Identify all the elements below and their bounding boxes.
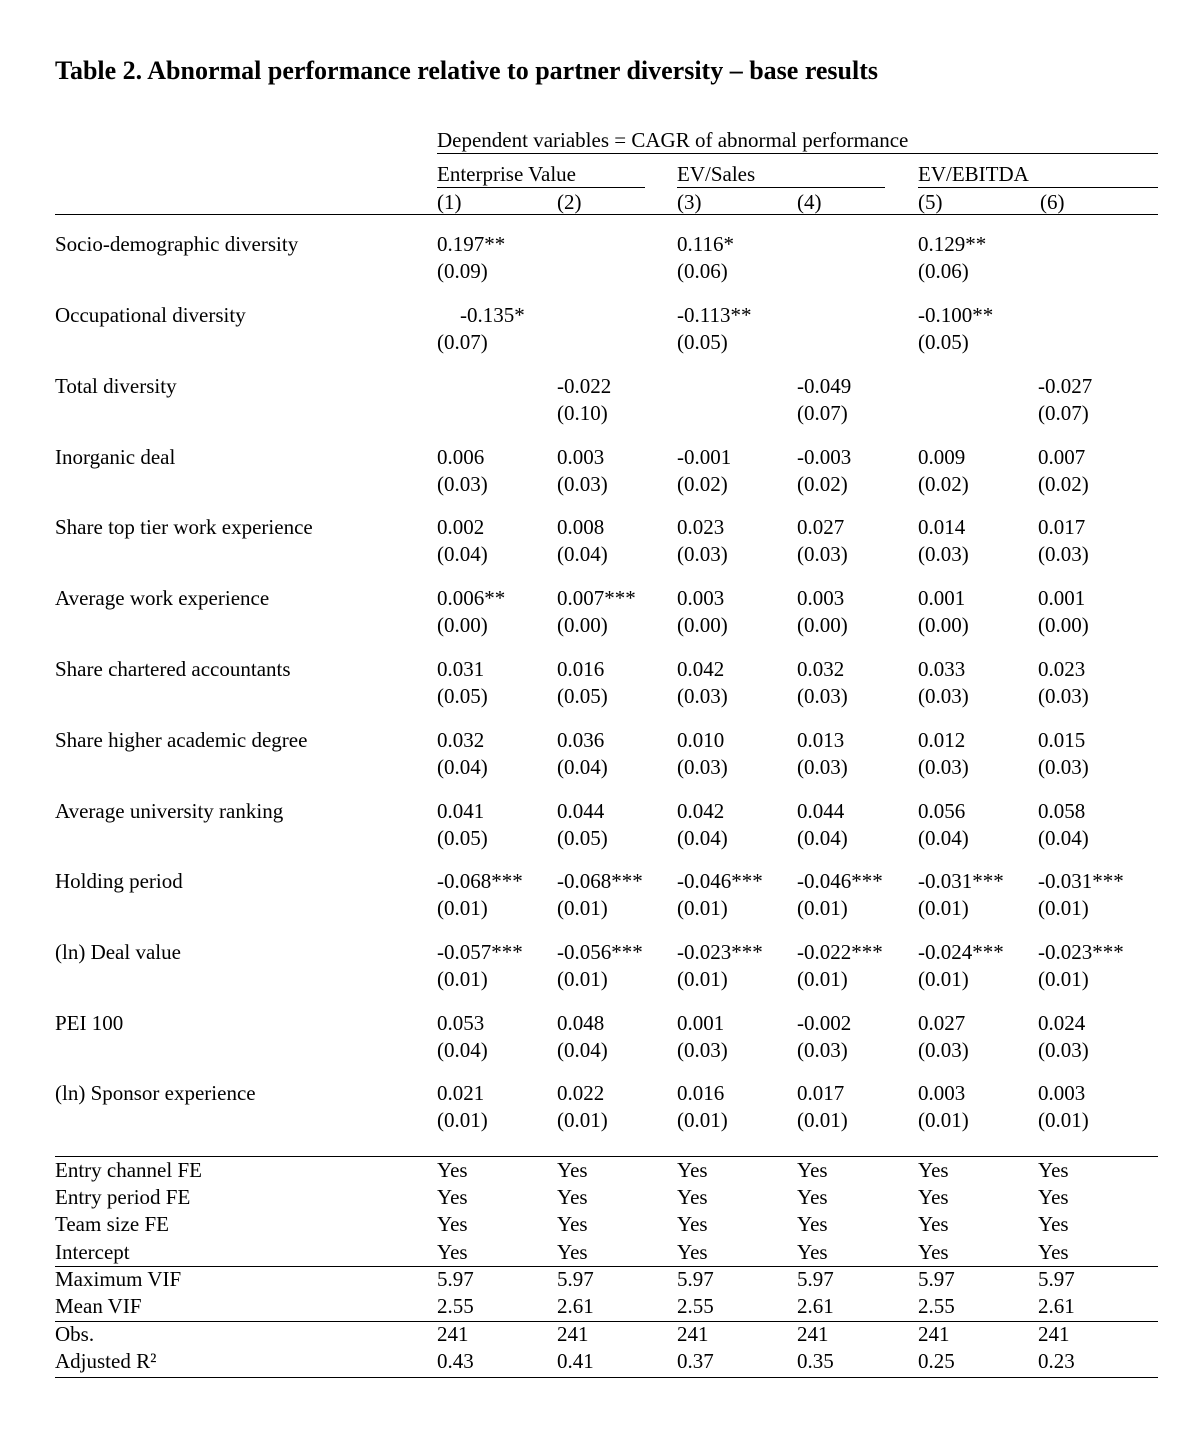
coefficient-cell: 0.042 xyxy=(677,799,725,823)
standard-error-cell: (0.03) xyxy=(797,684,848,708)
standard-error-cell: (0.03) xyxy=(1038,1038,1089,1062)
row-label: Share top tier work experience xyxy=(55,515,313,539)
footer-cell: Yes xyxy=(918,1158,949,1182)
coefficient-cell: -0.046*** xyxy=(797,869,883,893)
footer-cell: 2.55 xyxy=(918,1294,955,1318)
group-header: EV/EBITDA xyxy=(918,162,1029,186)
footer-cell: 0.37 xyxy=(677,1349,714,1373)
coefficient-cell: 0.002 xyxy=(437,515,485,539)
footer-cell: 0.23 xyxy=(1038,1349,1075,1373)
footer-cell: Yes xyxy=(557,1212,588,1236)
coefficient-cell: 0.010 xyxy=(677,728,725,752)
coefficient-cell: -0.135* xyxy=(460,303,525,327)
coefficient-cell: 0.042 xyxy=(677,657,725,681)
standard-error-cell: (0.01) xyxy=(437,896,488,920)
footer-cell: Yes xyxy=(797,1158,828,1182)
footer-row-label: Entry channel FE xyxy=(55,1158,202,1182)
row-label: Inorganic deal xyxy=(55,445,176,469)
standard-error-cell: (0.03) xyxy=(1038,755,1089,779)
coefficient-cell: 0.022 xyxy=(557,1081,605,1105)
coefficient-cell: 0.006 xyxy=(437,445,485,469)
coefficient-cell: -0.002 xyxy=(797,1011,852,1035)
footer-cell: Yes xyxy=(1038,1212,1069,1236)
footer-cell: 241 xyxy=(677,1322,709,1346)
coefficient-cell: 0.014 xyxy=(918,515,966,539)
standard-error-cell: (0.02) xyxy=(797,472,848,496)
footer-cell: 2.61 xyxy=(1038,1294,1075,1318)
standard-error-cell: (0.07) xyxy=(437,330,488,354)
row-label: Holding period xyxy=(55,869,183,893)
standard-error-cell: (0.01) xyxy=(557,967,608,991)
coefficient-cell: 0.036 xyxy=(557,728,605,752)
standard-error-cell: (0.04) xyxy=(437,542,488,566)
standard-error-cell: (0.04) xyxy=(557,1038,608,1062)
standard-error-cell: (0.03) xyxy=(1038,542,1089,566)
footer-cell: Yes xyxy=(797,1185,828,1209)
footer-row-label: Team size FE xyxy=(55,1212,169,1236)
standard-error-cell: (0.04) xyxy=(437,755,488,779)
coefficient-cell: 0.012 xyxy=(918,728,966,752)
footer-cell: 2.55 xyxy=(437,1294,474,1318)
coefficient-cell: 0.023 xyxy=(677,515,725,539)
standard-error-cell: (0.04) xyxy=(437,1038,488,1062)
coefficient-cell: 0.007*** xyxy=(557,586,636,610)
coefficient-cell: 0.016 xyxy=(677,1081,725,1105)
coefficient-cell: 0.053 xyxy=(437,1011,485,1035)
standard-error-cell: (0.07) xyxy=(797,401,848,425)
standard-error-cell: (0.03) xyxy=(918,1038,969,1062)
footer-cell: 241 xyxy=(557,1322,589,1346)
coefficient-cell: 0.017 xyxy=(797,1081,845,1105)
obs-rule xyxy=(55,1321,1158,1322)
standard-error-cell: (0.05) xyxy=(437,684,488,708)
coefficient-cell: -0.046*** xyxy=(677,869,763,893)
coefficient-cell: 0.197** xyxy=(437,232,506,256)
standard-error-cell: (0.01) xyxy=(437,967,488,991)
standard-error-cell: (0.03) xyxy=(918,755,969,779)
standard-error-cell: (0.01) xyxy=(797,1108,848,1132)
header-bottom-rule xyxy=(55,214,1158,215)
coefficient-cell: 0.013 xyxy=(797,728,845,752)
standard-error-cell: (0.05) xyxy=(557,684,608,708)
standard-error-cell: (0.03) xyxy=(797,542,848,566)
standard-error-cell: (0.03) xyxy=(677,542,728,566)
coefficient-cell: -0.022*** xyxy=(797,940,883,964)
standard-error-cell: (0.03) xyxy=(797,755,848,779)
standard-error-cell: (0.01) xyxy=(1038,967,1089,991)
group-rule xyxy=(677,187,885,188)
standard-error-cell: (0.01) xyxy=(437,1108,488,1132)
standard-error-cell: (0.04) xyxy=(677,826,728,850)
standard-error-cell: (0.05) xyxy=(557,826,608,850)
standard-error-cell: (0.04) xyxy=(918,826,969,850)
standard-error-cell: (0.03) xyxy=(677,1038,728,1062)
group-header: EV/Sales xyxy=(677,162,756,186)
standard-error-cell: (0.00) xyxy=(557,613,608,637)
standard-error-cell: (0.04) xyxy=(1038,826,1089,850)
footer-cell: 5.97 xyxy=(918,1267,955,1291)
row-label: Socio-demographic diversity xyxy=(55,232,299,256)
standard-error-cell: (0.02) xyxy=(918,472,969,496)
coefficient-cell: -0.068*** xyxy=(437,869,523,893)
coefficient-cell: 0.048 xyxy=(557,1011,605,1035)
footer-cell: Yes xyxy=(677,1240,708,1264)
row-label: (ln) Sponsor experience xyxy=(55,1081,256,1105)
coefficient-cell: -0.100** xyxy=(918,303,994,327)
standard-error-cell: (0.01) xyxy=(1038,1108,1089,1132)
standard-error-cell: (0.06) xyxy=(918,259,969,283)
row-label: PEI 100 xyxy=(55,1011,124,1035)
footer-cell: Yes xyxy=(557,1158,588,1182)
coefficient-cell: 0.003 xyxy=(918,1081,966,1105)
standard-error-cell: (0.07) xyxy=(1038,401,1089,425)
standard-error-cell: (0.00) xyxy=(677,613,728,637)
footer-cell: Yes xyxy=(918,1212,949,1236)
coefficient-cell: 0.027 xyxy=(797,515,845,539)
coefficient-cell: -0.068*** xyxy=(557,869,643,893)
footer-cell: 241 xyxy=(797,1322,829,1346)
coefficient-cell: -0.024*** xyxy=(918,940,1004,964)
footer-cell: 5.97 xyxy=(1038,1267,1075,1291)
footer-cell: Yes xyxy=(437,1212,468,1236)
footer-cell: 241 xyxy=(437,1322,469,1346)
standard-error-cell: (0.04) xyxy=(557,542,608,566)
coefficient-cell: -0.001 xyxy=(677,445,732,469)
coefficient-cell: 0.001 xyxy=(677,1011,725,1035)
coefficient-cell: 0.044 xyxy=(797,799,845,823)
coefficient-cell: -0.023*** xyxy=(1038,940,1124,964)
row-label: Occupational diversity xyxy=(55,303,246,327)
coefficient-cell: 0.001 xyxy=(918,586,966,610)
footer-cell: Yes xyxy=(437,1240,468,1264)
coefficient-cell: 0.027 xyxy=(918,1011,966,1035)
standard-error-cell: (0.03) xyxy=(557,472,608,496)
standard-error-cell: (0.01) xyxy=(677,967,728,991)
coefficient-cell: -0.113** xyxy=(677,303,752,327)
coefficient-cell: 0.016 xyxy=(557,657,605,681)
footer-cell: Yes xyxy=(918,1240,949,1264)
footer-cell: Yes xyxy=(797,1212,828,1236)
column-number: (2) xyxy=(557,190,582,214)
row-label: Total diversity xyxy=(55,374,177,398)
coefficient-cell: 0.044 xyxy=(557,799,605,823)
footer-row-label: Entry period FE xyxy=(55,1185,191,1209)
standard-error-cell: (0.03) xyxy=(437,472,488,496)
standard-error-cell: (0.04) xyxy=(797,826,848,850)
standard-error-cell: (0.01) xyxy=(677,896,728,920)
coefficient-cell: 0.056 xyxy=(918,799,966,823)
coefficient-cell: -0.056*** xyxy=(557,940,643,964)
footer-cell: Yes xyxy=(1038,1185,1069,1209)
coefficient-cell: 0.008 xyxy=(557,515,605,539)
standard-error-cell: (0.05) xyxy=(918,330,969,354)
row-label: Average work experience xyxy=(55,586,270,610)
column-number: (6) xyxy=(1040,190,1065,214)
coefficient-cell: 0.001 xyxy=(1038,586,1086,610)
standard-error-cell: (0.02) xyxy=(1038,472,1089,496)
coefficient-cell: 0.023 xyxy=(1038,657,1086,681)
footer-cell: Yes xyxy=(677,1212,708,1236)
footer-cell: Yes xyxy=(1038,1240,1069,1264)
standard-error-cell: (0.01) xyxy=(1038,896,1089,920)
footer-cell: Yes xyxy=(1038,1158,1069,1182)
table-bottom-rule xyxy=(55,1377,1158,1378)
coefficient-cell: 0.031 xyxy=(437,657,485,681)
column-number: (5) xyxy=(918,190,943,214)
footer-cell: 5.97 xyxy=(437,1267,474,1291)
coefficient-cell: -0.057*** xyxy=(437,940,523,964)
standard-error-cell: (0.10) xyxy=(557,401,608,425)
standard-error-cell: (0.01) xyxy=(918,896,969,920)
standard-error-cell: (0.03) xyxy=(918,542,969,566)
column-number: (4) xyxy=(797,190,822,214)
row-label: Share higher academic degree xyxy=(55,728,308,752)
standard-error-cell: (0.03) xyxy=(1038,684,1089,708)
footer-cell: 241 xyxy=(1038,1322,1070,1346)
standard-error-cell: (0.01) xyxy=(797,967,848,991)
row-label: (ln) Deal value xyxy=(55,940,181,964)
coefficient-cell: 0.015 xyxy=(1038,728,1086,752)
footer-cell: 2.55 xyxy=(677,1294,714,1318)
coefficient-cell: -0.027 xyxy=(1038,374,1093,398)
coefficient-cell: -0.031*** xyxy=(918,869,1004,893)
coefficient-cell: 0.041 xyxy=(437,799,485,823)
coefficient-cell: 0.006** xyxy=(437,586,506,610)
standard-error-cell: (0.01) xyxy=(918,967,969,991)
footer-cell: Yes xyxy=(437,1158,468,1182)
standard-error-cell: (0.01) xyxy=(918,1108,969,1132)
footer-cell: 5.97 xyxy=(797,1267,834,1291)
footer-row-label: Maximum VIF xyxy=(55,1267,182,1291)
footer-row-label: Obs. xyxy=(55,1322,95,1346)
coefficient-cell: 0.017 xyxy=(1038,515,1086,539)
coefficient-cell: 0.007 xyxy=(1038,445,1086,469)
standard-error-cell: (0.01) xyxy=(557,1108,608,1132)
standard-error-cell: (0.00) xyxy=(437,613,488,637)
standard-error-cell: (0.03) xyxy=(797,1038,848,1062)
vif-rule xyxy=(55,1266,1158,1267)
group-header: Enterprise Value xyxy=(437,162,576,186)
coefficient-cell: 0.009 xyxy=(918,445,966,469)
standard-error-cell: (0.04) xyxy=(557,755,608,779)
coefficient-cell: 0.033 xyxy=(918,657,966,681)
footer-cell: 2.61 xyxy=(557,1294,594,1318)
footer-top-rule xyxy=(55,1156,1158,1157)
standard-error-cell: (0.03) xyxy=(677,755,728,779)
coefficient-cell: -0.049 xyxy=(797,374,852,398)
footer-row-label: Adjusted R² xyxy=(55,1349,157,1373)
coefficient-cell: 0.003 xyxy=(557,445,605,469)
footer-cell: Yes xyxy=(677,1185,708,1209)
footer-cell: Yes xyxy=(677,1158,708,1182)
standard-error-cell: (0.05) xyxy=(677,330,728,354)
standard-error-cell: (0.01) xyxy=(677,1108,728,1132)
footer-cell: Yes xyxy=(557,1185,588,1209)
coefficient-cell: 0.021 xyxy=(437,1081,485,1105)
footer-cell: 5.97 xyxy=(557,1267,594,1291)
header-rule xyxy=(437,153,1158,154)
footer-cell: 0.25 xyxy=(918,1349,955,1373)
coefficient-cell: 0.003 xyxy=(1038,1081,1086,1105)
column-number: (3) xyxy=(677,190,702,214)
footer-row-label: Intercept xyxy=(55,1240,130,1264)
footer-cell: Yes xyxy=(437,1185,468,1209)
standard-error-cell: (0.09) xyxy=(437,259,488,283)
coefficient-cell: 0.003 xyxy=(677,586,725,610)
footer-cell: 5.97 xyxy=(677,1267,714,1291)
standard-error-cell: (0.05) xyxy=(437,826,488,850)
standard-error-cell: (0.02) xyxy=(677,472,728,496)
coefficient-cell: 0.116* xyxy=(677,232,734,256)
footer-row-label: Mean VIF xyxy=(55,1294,142,1318)
standard-error-cell: (0.03) xyxy=(918,684,969,708)
coefficient-cell: 0.032 xyxy=(437,728,485,752)
footer-cell: 0.41 xyxy=(557,1349,594,1373)
coefficient-cell: 0.003 xyxy=(797,586,845,610)
coefficient-cell: -0.003 xyxy=(797,445,852,469)
dependent-variable-header: Dependent variables = CAGR of abnormal performance xyxy=(437,128,909,152)
coefficient-cell: 0.129** xyxy=(918,232,987,256)
standard-error-cell: (0.06) xyxy=(677,259,728,283)
coefficient-cell: -0.031*** xyxy=(1038,869,1124,893)
footer-cell: 241 xyxy=(918,1322,950,1346)
coefficient-cell: 0.058 xyxy=(1038,799,1086,823)
coefficient-cell: -0.023*** xyxy=(677,940,763,964)
standard-error-cell: (0.00) xyxy=(918,613,969,637)
table-title: Table 2. Abnormal performance relative to partner diversity – base results xyxy=(55,56,879,85)
footer-cell: 2.61 xyxy=(797,1294,834,1318)
coefficient-cell: 0.024 xyxy=(1038,1011,1086,1035)
row-label: Share chartered accountants xyxy=(55,657,291,681)
footer-cell: 0.35 xyxy=(797,1349,834,1373)
group-rule xyxy=(918,187,1158,188)
standard-error-cell: (0.00) xyxy=(1038,613,1089,637)
footer-cell: Yes xyxy=(797,1240,828,1264)
coefficient-cell: 0.032 xyxy=(797,657,845,681)
column-number: (1) xyxy=(437,190,462,214)
footer-cell: Yes xyxy=(557,1240,588,1264)
standard-error-cell: (0.03) xyxy=(677,684,728,708)
group-rule xyxy=(437,187,645,188)
standard-error-cell: (0.00) xyxy=(797,613,848,637)
standard-error-cell: (0.01) xyxy=(557,896,608,920)
row-label: Average university ranking xyxy=(55,799,284,823)
coefficient-cell: -0.022 xyxy=(557,374,612,398)
standard-error-cell: (0.01) xyxy=(797,896,848,920)
footer-cell: Yes xyxy=(918,1185,949,1209)
footer-cell: 0.43 xyxy=(437,1349,474,1373)
